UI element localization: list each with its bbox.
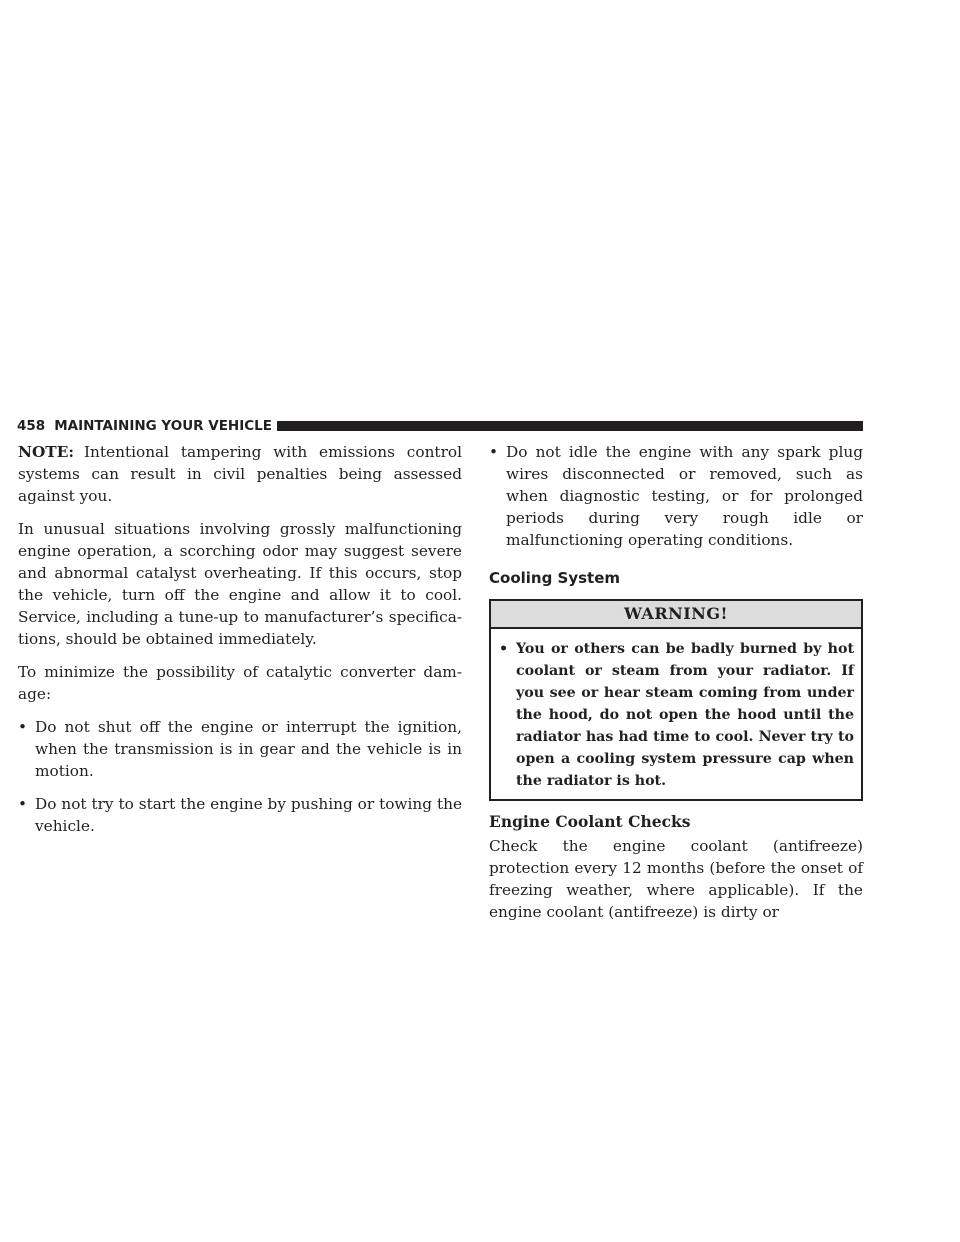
- page-header: [17, 417, 863, 435]
- list-item: • Do not idle the engine with any spark plug wires disconnected or removed, such as when diagnostic testing, or for prolonged periods during very rough idle or malfunctioning operating conditions.: [489, 443, 863, 549]
- idle-list: [489, 441, 863, 551]
- list-item: • Do not try to start the engine by pushing or towing the vehicle.: [18, 795, 462, 835]
- left-column: [18, 441, 462, 848]
- note-paragraph: [18, 441, 462, 507]
- warning-box: [489, 599, 863, 801]
- catalytic-list: [18, 716, 462, 837]
- page-number: 458: [17, 418, 46, 434]
- warning-list: [491, 629, 861, 799]
- subheading: Engine Coolant Checks: [489, 812, 691, 831]
- bullet-icon: •: [18, 718, 28, 736]
- bullet-icon: •: [499, 641, 509, 657]
- bullet-icon: •: [18, 795, 28, 813]
- list-item: • You or others can be badly burned by hot coolant or steam from your radiator. If you see or hear steam coming from under the hood, do not open the hood until the radiator has had time to cool. Never try to open a cooling system pressure cap when the radiator is hot.: [499, 638, 854, 792]
- list-item: • Do not shut off the engine or interrupt the ignition, when the transmission is in gear and the vehicle is in motion.: [18, 718, 462, 780]
- header-rule: [277, 421, 863, 431]
- warning-title: WARNING!: [491, 601, 861, 629]
- overheating-paragraph: In unusual situations involving grossly malfunctioning engine operation, a scorching odor may suggest severe and abnormal catalyst overheating. If this occurs, stop the vehicle, turn off the engine and allow it to cool. Service, including a tune-up to manufacturer’s specifica-tions, should be obtained immediately.: [18, 520, 462, 648]
- section-title: MAINTAINING YOUR VEHICLE: [54, 418, 272, 434]
- section-heading: Cooling System: [489, 569, 621, 587]
- catalytic-intro-paragraph: To minimize the possibility of catalytic converter dam-age:: [18, 663, 462, 703]
- right-column: [489, 441, 863, 934]
- bullet-icon: •: [489, 443, 499, 461]
- note-label: NOTE:: [18, 443, 74, 461]
- coolant-paragraph: Check the engine coolant (antifreeze) protection every 12 months (before the onset of freezing weather, where applicable). If the engine coolant (antifreeze) is dirty or: [489, 837, 863, 921]
- note-text: Intentional tampering with emissions control systems can result in civil penalties being assessed against you.: [18, 443, 462, 505]
